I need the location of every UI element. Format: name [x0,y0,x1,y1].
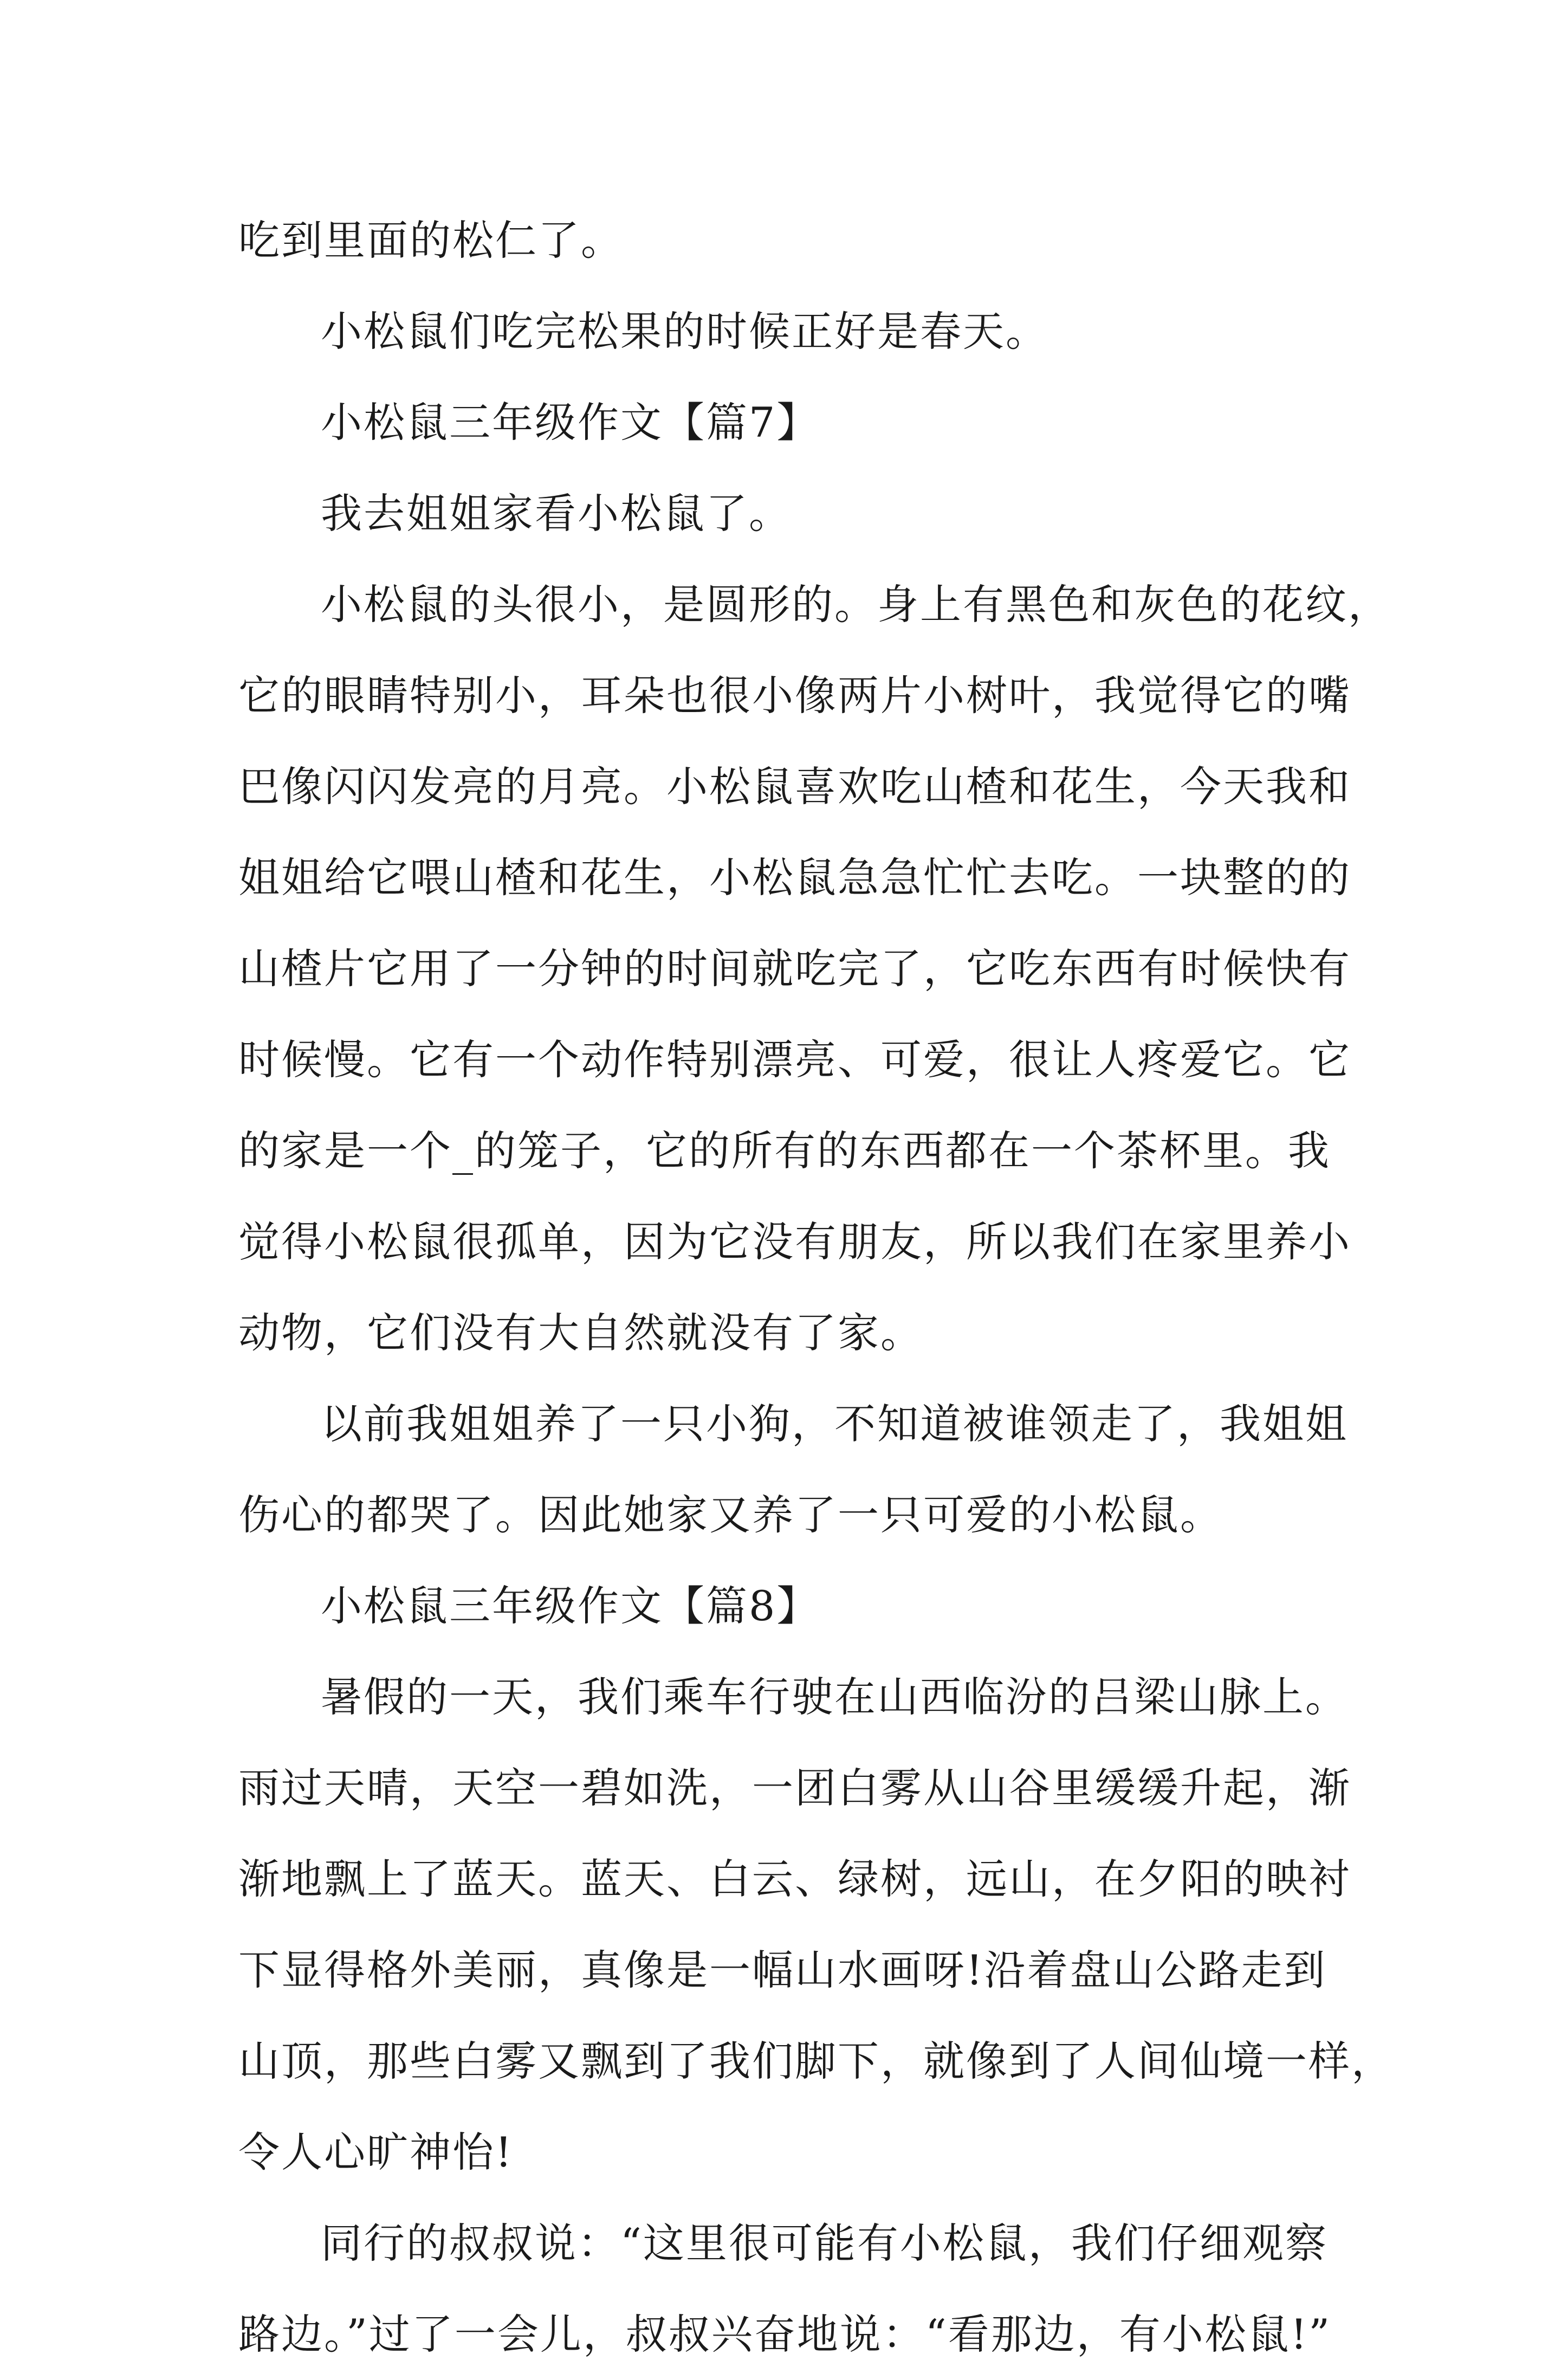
text-line: 路边。”过了一会儿，叔叔兴奋地说：“看那边，有小松鼠!” [238,2310,1332,2358]
text-line: 山楂片它用了一分钟的时间就吃完了，它吃东西有时候快有 [238,945,1351,993]
text-line: 觉得小松鼠很孤单，因为它没有朋友，所以我们在家里养小 [238,1218,1351,1266]
text-line: 下显得格外美丽，真像是一幅山水画呀!沿着盘山公路走到 [238,1946,1327,1994]
section-heading: 小松鼠三年级作文【篇7】 [321,398,820,447]
text-line: 暑假的一天，我们乘车行驶在山西临汾的吕梁山脉上。 [321,1673,1348,1721]
text-line: 小松鼠的头很小，是圆形的。身上有黑色和灰色的花纹， [321,580,1391,629]
text-line: 伤心的都哭了。因此她家又养了一只可爱的小松鼠。 [238,1491,1223,1539]
text-line: 时候慢。它有一个动作特别漂亮、可爱，很让人疼爱它。它 [238,1036,1351,1084]
text-line: 雨过天晴，天空一碧如洗，一团白雾从山谷里缓缓升起，渐 [238,1764,1351,1812]
text-line: 同行的叔叔说：“这里很可能有小松鼠，我们仔细观察 [321,2219,1328,2267]
section-heading: 小松鼠三年级作文【篇8】 [321,1582,820,1630]
text-line: 的家是一个_的笼子，它的所有的东西都在一个茶杯里。我 [238,1127,1331,1175]
text-line: 它的眼睛特别小，耳朵也很小像两片小树叶，我觉得它的嘴 [238,671,1351,720]
text-line: 令人心旷神怡! [238,2128,514,2176]
text-line: 吃到里面的松仁了。 [238,216,624,264]
text-line: 姐姐给它喂山楂和花生，小松鼠急急忙忙去吃。一块整的的 [238,853,1351,902]
text-line: 巴像闪闪发亮的月亮。小松鼠喜欢吃山楂和花生，今天我和 [238,762,1351,811]
text-line: 渐地飘上了蓝天。蓝天、白云、绿树，远山，在夕阳的映衬 [238,1855,1351,1903]
document-body [238,195,1394,2380]
text-line: 山顶，那些白雾又飘到了我们脚下，就像到了人间仙境一样， [238,2037,1394,2085]
text-line: 小松鼠们吃完松果的时候正好是春天。 [321,307,1048,355]
text-line: 我去姐姐家看小松鼠了。 [321,489,792,538]
text-line: 以前我姐姐养了一只小狗，不知道被谁领走了，我姐姐 [321,1400,1348,1448]
text-line: 动物，它们没有大自然就没有了家。 [238,1309,923,1357]
